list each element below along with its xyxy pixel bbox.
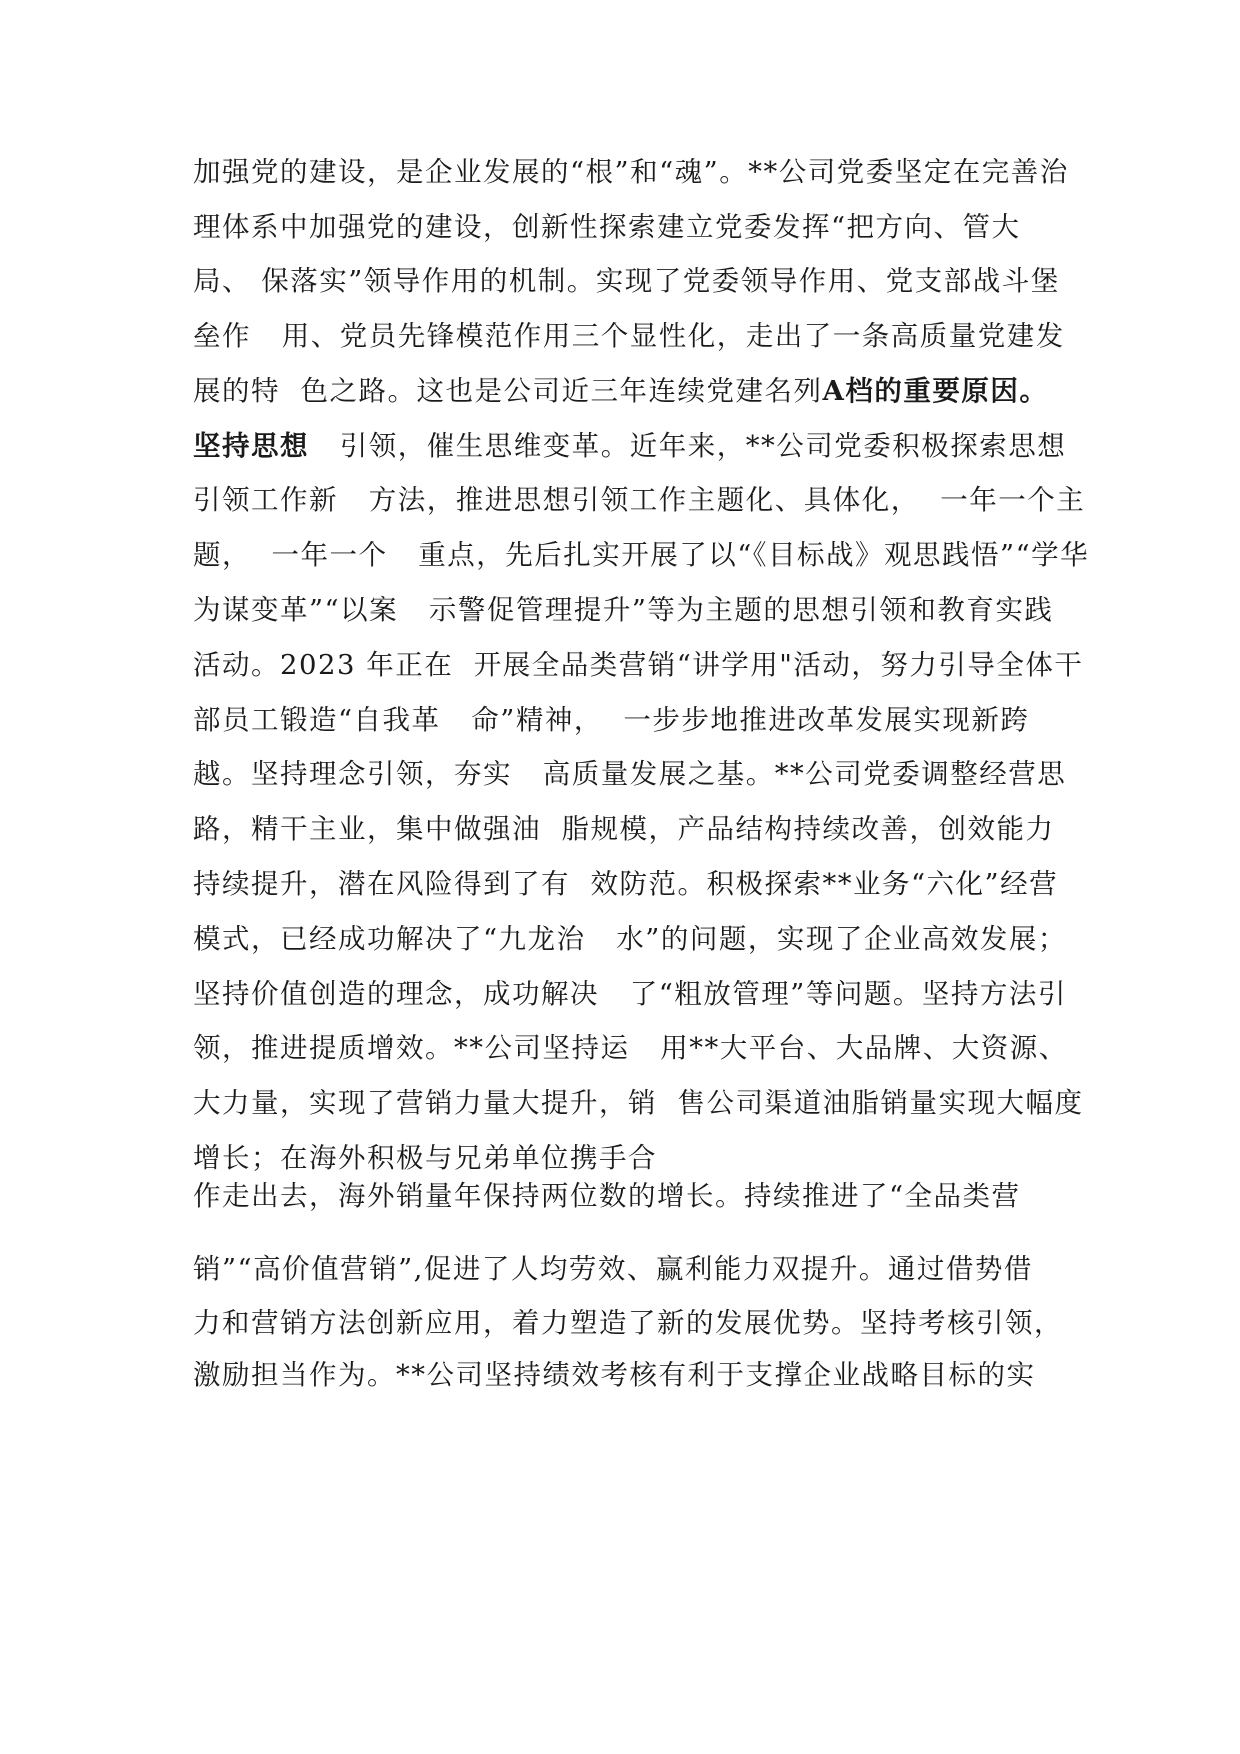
text-line-9: 为谋变革”“以案 示警促管理提升”等为主题的思想引领和教育实践 bbox=[193, 594, 1054, 626]
text-line-17: 领，推进提质增效。**公司坚持运 用**大平台、大品牌、大资源、 bbox=[193, 1032, 1068, 1064]
text-line-14: 持续提升，潜在风险得到了有 效防范。积极探索**业务“六化”经营 bbox=[193, 868, 1059, 900]
text-line-3: 局、 保落实”领导作用的机制。实现了党委领导作用、党支部战斗堡 bbox=[193, 265, 1060, 297]
text-line-1: 加强党的建设，是企业发展的“根”和“魂”。**公司党委坚定在完善治 bbox=[193, 156, 1069, 188]
text-line-6-bold: 坚持思想 bbox=[193, 430, 309, 462]
text-line-15: 模式，已经成功解决了“九龙治 水”的问题，实现了企业高效发展； bbox=[193, 923, 1067, 955]
text-line-2: 理体系中加强党的建设，创新性探索建立党委发挥“把方向、管大 bbox=[193, 211, 1021, 243]
text-line-19: 增长；在海外积极与兄弟单位携手合 bbox=[193, 1142, 657, 1174]
text-line-12: 越。坚持理念引领，夯实 高质量发展之基。**公司党委调整经营思 bbox=[193, 758, 1067, 790]
text-line-5-regular: 展的特 色之路。这也是公司近三年连续党建名列 bbox=[193, 375, 823, 407]
text-line-10: 活动。2023 年正在 开展全品类营销“讲学用"活动，努力引导全体干 bbox=[193, 649, 1084, 681]
text-line-20: 作走出去，海外销量年保持两位数的增长。持续推进了“全品类营 bbox=[193, 1180, 1021, 1212]
text-line-23: 激励担当作为。**公司坚持绩效考核有利于支撑企业战略目标的实 bbox=[193, 1359, 1036, 1391]
text-line-11: 部员工锻造“自我革 命”精神， 一步步地推进改革发展实现新跨 bbox=[193, 704, 1030, 736]
text-line-21: 销”“高价值营销”,促进了人均劳效、赢利能力双提升。通过借势借 bbox=[193, 1253, 1033, 1285]
text-line-5 bbox=[193, 375, 1048, 407]
text-line-5-bold: A档的重要原因。 bbox=[822, 375, 1049, 407]
text-line-6-regular: 引领，催生思维变革。近年来，**公司党委积极探索思想 bbox=[309, 430, 1067, 462]
text-line-4: 垒作 用、党员先锋模范作用三个显性化，走出了一条高质量党建发 bbox=[193, 320, 1065, 352]
text-line-18: 大力量，实现了营销力量大提升，销 售公司渠道油脂销量实现大幅度 bbox=[193, 1087, 1084, 1119]
text-line-8: 题， 一年一个 重点，先后扎实开展了以“《目标战》观思践悟”“学华 bbox=[193, 539, 1090, 571]
text-line-7: 引领工作新 方法，推进思想引领工作主题化、具体化， 一年一个主 bbox=[193, 484, 1086, 516]
text-line-13: 路，精干主业，集中做强油 脂规模，产品结构持续改善，创效能力 bbox=[193, 813, 1055, 845]
text-line-6 bbox=[193, 430, 1066, 462]
text-line-22: 力和营销方法创新应用，着力塑造了新的发展优势。坚持考核引领， bbox=[193, 1307, 1063, 1339]
text-line-16: 坚持价值创造的理念，成功解决 了“粗放管理”等问题。坚持方法引 bbox=[193, 978, 1067, 1010]
